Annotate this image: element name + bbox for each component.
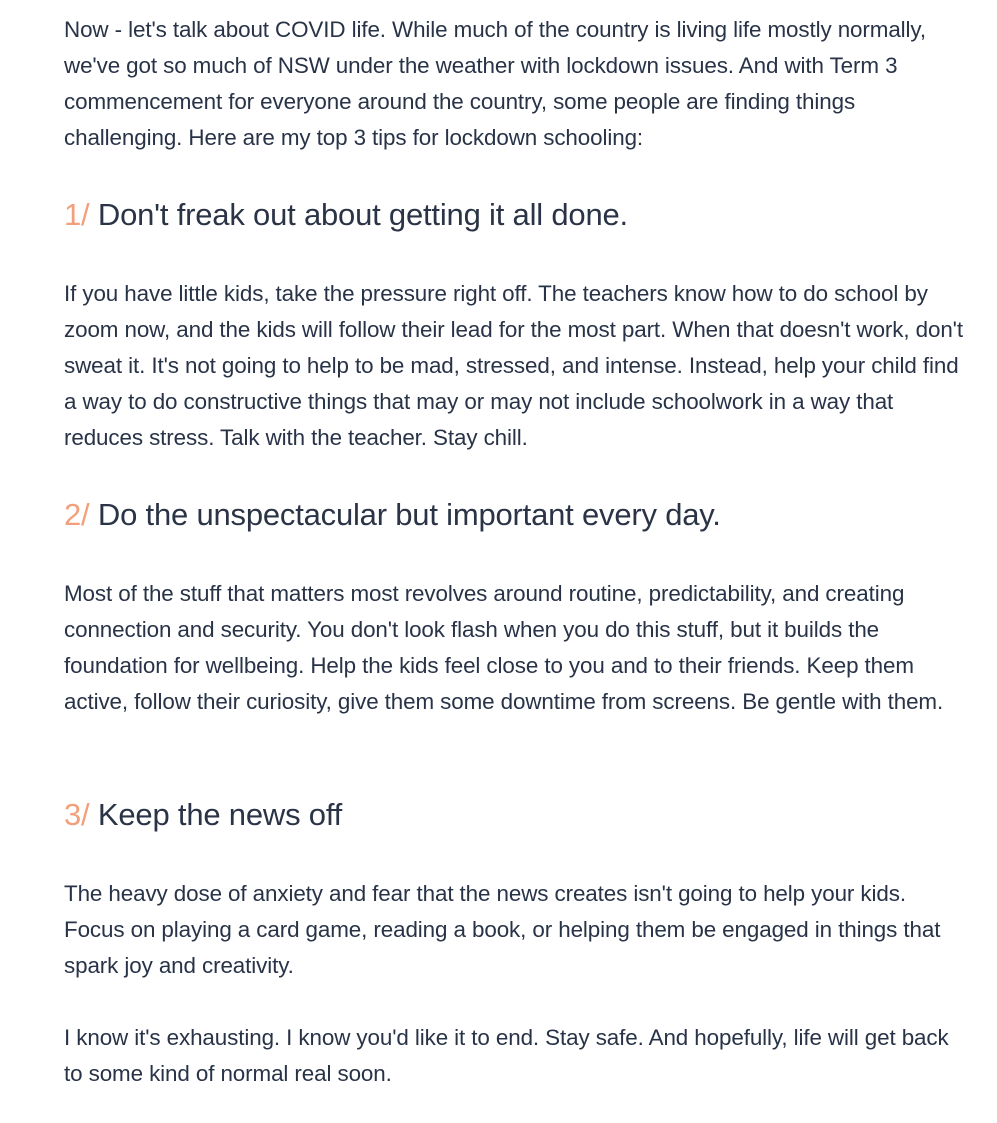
tip-3-body: The heavy dose of anxiety and fear that the news creates isn't going to help your kids. Focus on playing a card game, reading a book, or helping them be engaged in things that spark joy and creativity. xyxy=(64,881,941,978)
tip-2-body: Most of the stuff that matters most revolves around routine, predictability, and creating connection and security. You don't look flash when you do this stuff, but it builds the foundation for wellbeing. Help the kids feel close to you and to their friends. Keep them active, follow their curiosity, give them some downtime from screens. Be gentle with them. xyxy=(64,581,944,714)
tip-2-heading xyxy=(64,495,964,535)
intro-paragraph: Now - let's talk about COVID life. While much of the country is living life mostly normally, we've got so much of NSW under the weather with lockdown issues. And with Term 3 commencement for everyone around the country, some people are finding things challenging. Here are my top 3 tips for lockdown schooling: xyxy=(64,17,926,150)
tip-3-number: 3/ xyxy=(64,797,90,832)
tip-1-number: 1/ xyxy=(64,197,90,232)
tip-2-title: Do the unspectacular but important every day. xyxy=(97,497,721,532)
closing-paragraph: I know it's exhausting. I know you'd like it to end. Stay safe. And hopefully, life will get back to some kind of normal real soon. xyxy=(64,1025,949,1086)
tip-3-title: Keep the news off xyxy=(97,797,343,832)
tip-1-heading xyxy=(64,195,964,235)
tip-1-body: If you have little kids, take the pressure right off. The teachers know how to do school by zoom now, and the kids will follow their lead for the most part. When that doesn't work, don't sweat it. It's not going to help to be mad, stressed, and intense. Instead, help your child find a way to do constructive things that may or may not include schoolwork in a way that reduces stress. Talk with the teacher. Stay chill. xyxy=(64,281,963,450)
tip-1-title: Don't freak out about getting it all done. xyxy=(97,197,628,232)
tip-2-number: 2/ xyxy=(64,497,90,532)
tip-3-heading xyxy=(64,795,964,835)
